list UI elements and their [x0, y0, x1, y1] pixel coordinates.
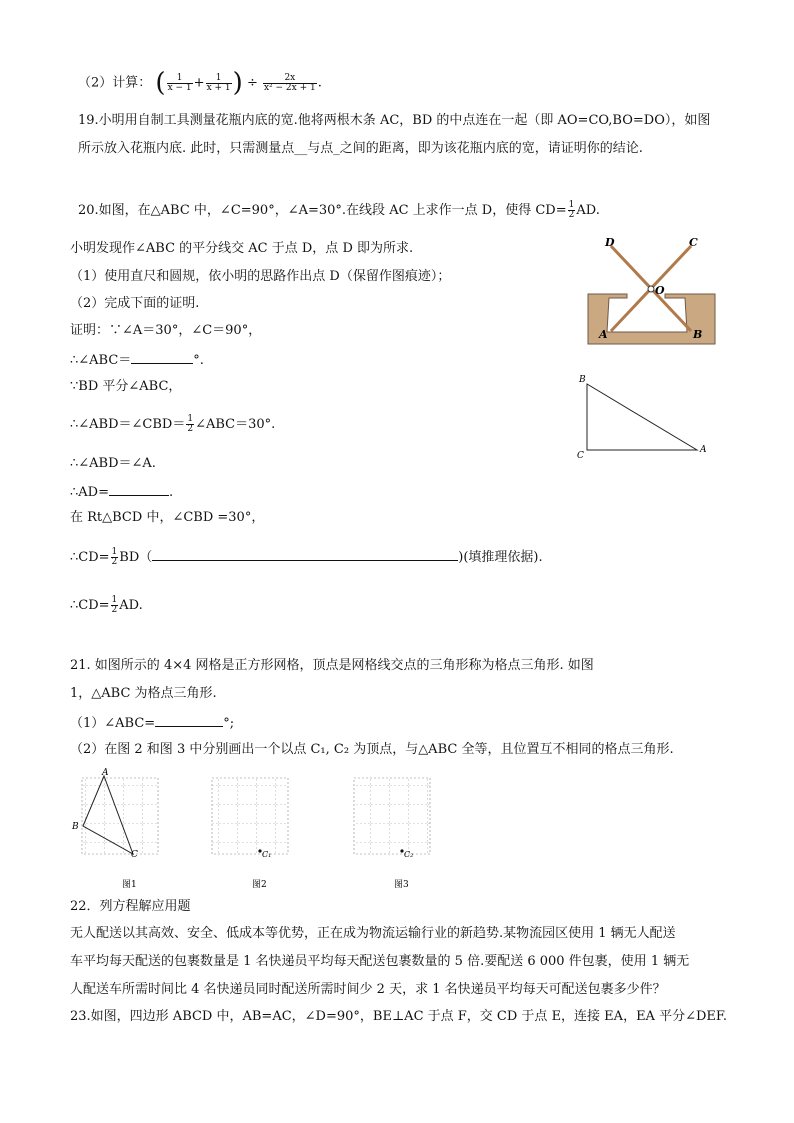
proof-line: 证明：∵∠A＝30°，∠C＝90°， — [70, 323, 262, 338]
proof-line: ∵BD 平分∠ABC， — [70, 379, 182, 394]
svg-text:A: A — [102, 768, 109, 778]
grid-3 — [354, 778, 430, 890]
fraction: $\frac{1}{x - 1}$ — [167, 72, 192, 93]
q22-line-3: 人配送车所需时间比 4 名快递员同时配送所需时间少 2 天，求 1 名快递员平均每天可配送包裹多少件？ — [70, 982, 666, 997]
q21-part-1: （1）∠ABC= °; — [70, 713, 234, 733]
q20-part-2: （2）完成下面的证明. — [70, 296, 200, 311]
q18-expression: （2）计算： ( $\frac{1}{x - 1}$ + $\frac{1}{x + 1}$ ) ÷ $\frac{2x}{\text{x² − 2x + 1}}$ . — [78, 68, 322, 98]
q22-line-2: 车平均每天配送的包裹数量是 1 名快递员平均每天配送包裹数量的 5 倍.要配送 6 000 件包裹，使用 1 辆无 — [70, 954, 690, 969]
svg-text:B: B — [72, 822, 79, 832]
proof-line: ∴∠ABD＝∠A. — [70, 456, 156, 471]
svg-text:C₁: C₁ — [262, 850, 272, 859]
label-a: A — [599, 328, 608, 341]
proof-line: ∴∠ABD＝∠CBD＝ $\frac{1}{2}$ ∠ABC＝30°. — [70, 414, 276, 434]
svg-text:C: C — [131, 850, 138, 860]
svg-text:A: A — [700, 445, 707, 455]
label-o: O — [655, 284, 665, 297]
fraction: $\frac{2x}{\text{x² − 2x + 1}}$ — [263, 72, 316, 93]
proof-line: ∴CD= $\frac{1}{2}$ BD（ )(填推理依据). — [70, 547, 543, 567]
pivot-o — [648, 286, 654, 292]
grid-2 — [212, 778, 288, 890]
label-d: D — [605, 236, 615, 249]
svg-text:C₂: C₂ — [404, 850, 414, 859]
q23-line-1: 23.如图，四边形 ABCD 中，AB=AC，∠D=90°，BE⊥AC 于点 F，交 CD 于点 E，连接 EA，EA 平分∠DEF. — [70, 1009, 728, 1024]
q20-line-1: 20.如图，在△ABC 中，∠C=90°，∠A=30°.在线段 AC 上求作一点 D，使得 CD= $\frac{1}{2}$ AD. — [78, 200, 600, 220]
caption-fig-3: 图3 — [394, 880, 409, 890]
fraction: $\frac{1}{x + 1}$ — [206, 72, 231, 93]
q22-line-1: 无人配送以其高效、安全、低成本等优势，正在成为物流运输行业的新趋势.某物流园区使用 1 辆无人配送 — [70, 926, 676, 941]
caption-fig-2: 图2 — [252, 880, 267, 890]
proof-line: 在 Rt△BCD 中，∠CBD =30°， — [70, 510, 265, 525]
reason-blank[interactable] — [152, 547, 458, 561]
svg-text:C: C — [577, 451, 584, 461]
svg-text:B: B — [579, 375, 586, 385]
q19-line-1: 19.小明用自制工具测量花瓶内底的宽.他将两根木条 AC，BD 的中点连在一起（即 AO=CO,BO=DO），如图 — [78, 113, 711, 128]
q20-line-2: 小明发现作∠ABC 的平分线交 AC 于点 D，点 D 即为所求. — [70, 241, 414, 256]
q19-line-2: 所示放入花瓶内底. 此时，只需测量点__与点_之间的距离，即为该花瓶内底的宽，请证明你的结论. — [78, 141, 643, 156]
q21-line-2: 1，△ABC 为格点三角形. — [70, 686, 217, 701]
caption-fig-1: 图1 — [122, 880, 137, 890]
label-c: C — [689, 236, 698, 249]
grid-figures — [66, 766, 452, 891]
label-b: B — [693, 328, 703, 341]
triangle-abc — [587, 384, 697, 450]
proof-line: ∴CD= $\frac{1}{2}$ AD. — [70, 595, 143, 615]
q20-part-1: （1）使用直尺和圆规，依小明的思路作出点 D（保留作图痕迹）； — [70, 269, 451, 284]
proof-line: ∴AD= . — [70, 482, 173, 502]
answer-blank[interactable] — [131, 350, 193, 364]
answer-blank[interactable] — [109, 482, 169, 496]
grid-1 — [71, 768, 158, 890]
q21-part-2: （2）在图 2 和图 3 中分别画出一个以点 C₁, C₂ 为顶点，与△ABC 全等，且位置互不相同的格点三角形. — [70, 742, 674, 757]
measuring-tool-figure — [585, 234, 720, 346]
proof-line: ∴∠ABC＝ °. — [70, 350, 204, 370]
q22-title: 22．列方程解应用题 — [70, 899, 191, 914]
answer-blank[interactable] — [155, 713, 223, 727]
right-triangle-figure — [575, 372, 710, 462]
q21-line-1: 21. 如图所示的 4×4 网格是正方形网格，顶点是网格线交点的三角形称为格点三角形. 如图 — [70, 658, 594, 673]
